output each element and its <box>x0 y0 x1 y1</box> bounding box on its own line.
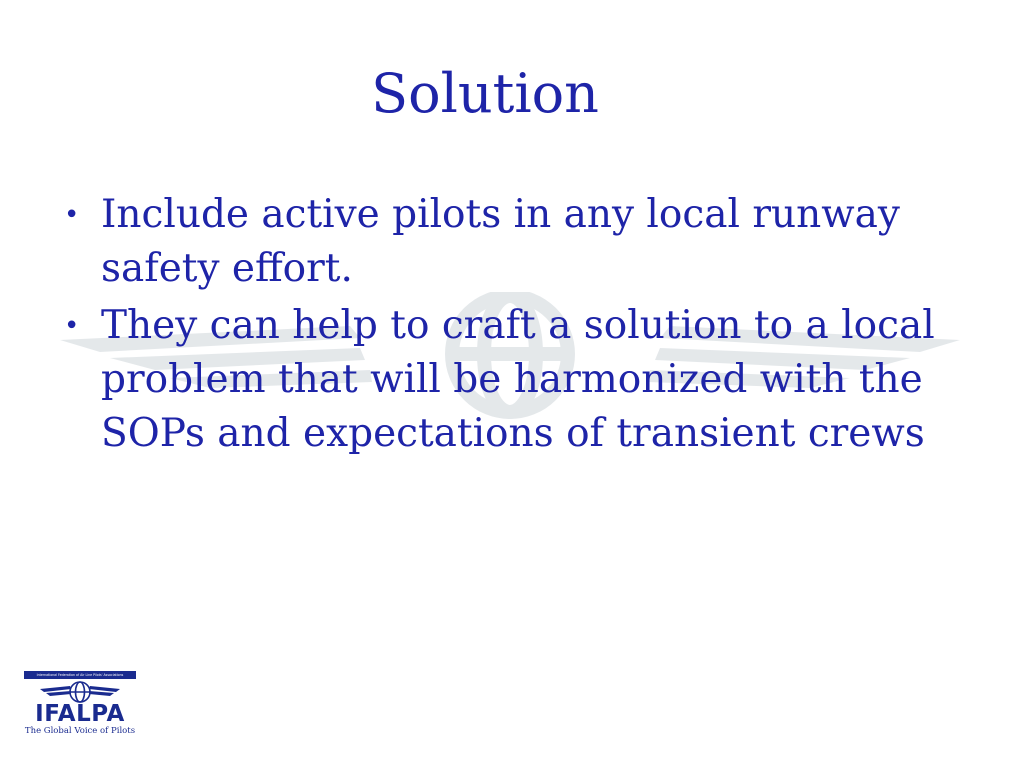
bullet-text: Include active pilots in any local runway safety effort. <box>101 192 900 291</box>
bullet-marker: • <box>64 311 80 341</box>
bullet-item <box>64 188 964 296</box>
bullet-list <box>64 188 964 464</box>
ifalpa-logo <box>24 671 136 737</box>
logo-federation-band: International Federation of Air Line Pilots' Associations <box>24 671 136 679</box>
bullet-marker: • <box>64 200 80 230</box>
logo-tagline: The Global Voice of Pilots <box>24 726 136 736</box>
bullet-text: They can help to craft a solution to a local problem that will be harmonized with the SOPs and expectations of transient crews <box>101 303 935 456</box>
logo-wordmark: IFALPA <box>35 701 125 727</box>
bullet-item <box>64 299 964 461</box>
slide-title: Solution <box>371 62 599 125</box>
